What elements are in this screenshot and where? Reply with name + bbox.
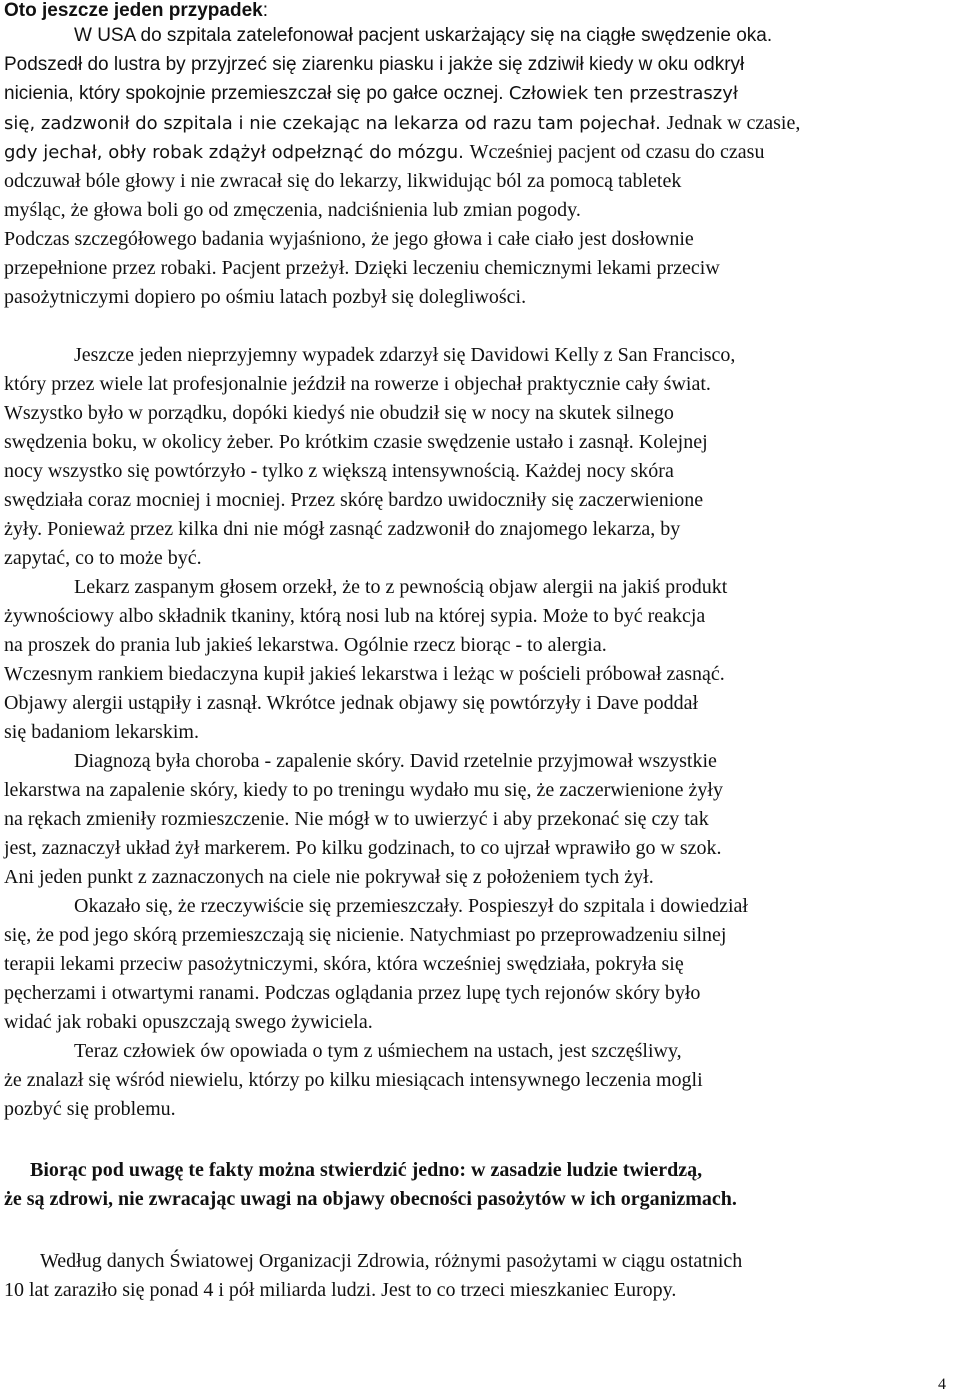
paragraph-line: W USA do szpitala zatelefonował pacjent uskarżający się na ciągłe swędzenie oka.: [74, 25, 773, 46]
paragraph-line: widać jak robaki opuszczają swego żywiciela.: [4, 1011, 373, 1033]
paragraph-line: pasożytniczymi dopiero po ośmiu latach pozbył się dolegliwości.: [4, 286, 527, 308]
line-segment: nicienia, który spokojnie przemieszczał się po gałce ocznej.: [4, 83, 504, 104]
line-segment: gdy jechał, obły robak zdążył odpełznąć do mózgu.: [4, 142, 464, 163]
paragraph-line: który przez wiele lat profesjonalnie jeździł na rowerze i objechał praktycznie cały świat.: [4, 373, 711, 395]
heading-line: [4, 0, 268, 23]
paragraph-line: się badaniom lekarskim.: [4, 721, 199, 743]
paragraph-line: [4, 111, 800, 136]
paragraph-line: Podczas szczegółowego badania wyjaśniono, że jego głowa i całe ciało jest dosłownie: [4, 228, 694, 250]
line-segment: Jednak w czasie,: [666, 112, 801, 134]
paragraph-line: Okazało się, że rzeczywiście się przemieszczały. Pospieszył do szpitala i dowiedział: [74, 895, 748, 917]
paragraph-line: żyły. Ponieważ przez kilka dni nie mógł zasnąć zadzwonił do znajomego lekarza, by: [4, 518, 681, 540]
paragraph-line: lekarstwa na zapalenie skóry, kiedy to po treningu wydało mu się, że zaczerwienione żyły: [4, 779, 723, 801]
paragraph-line: Według danych Światowej Organizacji Zdrowia, różnymi pasożytami w ciągu ostatnich: [40, 1250, 743, 1272]
page-number: 4: [938, 1376, 946, 1393]
paragraph-line: jest, zaznaczył układ żył markerem. Po kilku godzinach, to co ujrzał wprawiło go w szok.: [4, 837, 722, 859]
paragraph-line: Wszystko było w porządku, dopóki kiedyś nie obudził się w nocy na skutek silnego: [4, 402, 674, 424]
paragraph-line: Podszedł do lustra by przyjrzeć się ziarenku piasku i jakże się zdziwił kiedy w oku odkrył: [4, 54, 745, 75]
line-segment: Człowiek ten przestraszył: [508, 83, 738, 104]
heading-title: Oto jeszcze jeden przypadek: [4, 0, 263, 21]
paragraph-line: że znalazł się wśród niewielu, którzy po kilku miesiącach intensywnego leczenia mogli: [4, 1069, 703, 1091]
paragraph-line: zapytać, co to może być.: [4, 547, 202, 569]
paragraph-line: Lekarz zaspanym głosem orzekł, że to z pewnością objaw alergii na jakiś produkt: [74, 576, 728, 598]
paragraph-line: terapii lekami przeciw pasożytniczymi, skóra, która wcześniej swędziała, pokryła się: [4, 953, 684, 975]
paragraph-line: Ani jeden punkt z zaznaczonych na ciele nie pokrywał się z położeniem tych żył.: [4, 866, 654, 888]
paragraph-line: pęcherzami i otwartymi ranami. Podczas oglądania przez lupę tych rejonów skóry było: [4, 982, 701, 1004]
paragraph-line: Objawy alergii ustąpiły i zasnął. Wkrótce jednak objawy się powtórzyły i Dave poddał: [4, 692, 699, 714]
paragraph-line: pozbyć się problemu.: [4, 1098, 176, 1120]
line-segment: się, zadzwonił do szpitala i nie czekając na lekarza od razu tam pojechał.: [4, 113, 661, 134]
paragraph-line: myśląc, że głowa boli go od zmęczenia, nadciśnienia lub zmian pogody.: [4, 199, 581, 221]
paragraph-line: odczuwał bóle głowy i nie zwracał się do lekarzy, likwidując ból za pomocą tabletek: [4, 170, 682, 192]
paragraph-line: na rękach zmieniły rozmieszczenie. Nie mógł w to uwierzyć i aby przekonać się czy tak: [4, 808, 709, 830]
paragraph-line: swędziała coraz mocniej i mocniej. Przez skórę bardzo uwidoczniły się zaczerwienione: [4, 489, 704, 511]
conclusion-line: że są zdrowi, nie zwracając uwagi na objawy obecności pasożytów w ich organizmach.: [4, 1188, 737, 1210]
line-segment: Wcześniej pacjent od czasu do czasu: [469, 141, 765, 163]
paragraph-line: [4, 140, 764, 165]
paragraph-line: na proszek do prania lub jakieś lekarstwa. Ogólnie rzecz biorąc - to alergia.: [4, 634, 607, 656]
heading-colon: :: [262, 0, 268, 21]
paragraph-line: [4, 82, 738, 106]
paragraph-line: swędzenia boku, w okolicy żeber. Po krótkim czasie swędzenie ustało i zasnął. Kolejnej: [4, 431, 708, 453]
paragraph-line: Teraz człowiek ów opowiada o tym z uśmiechem na ustach, jest szczęśliwy,: [74, 1040, 682, 1062]
paragraph-line: nocy wszystko się powtórzyło - tylko z większą intensywnością. Każdej nocy skóra: [4, 460, 674, 482]
paragraph-line: przepełnione przez robaki. Pacjent przeżył. Dzięki leczeniu chemicznymi lekami przeciw: [4, 257, 720, 279]
paragraph-line: się, że pod jego skórą przemieszczają się nicienie. Natychmiast po przeprowadzeniu silnej: [4, 924, 727, 946]
conclusion-line: Biorąc pod uwagę te fakty można stwierdzić jedno: w zasadzie ludzie twierdzą,: [30, 1159, 703, 1181]
paragraph-line: Wczesnym rankiem biedaczyna kupił jakieś lekarstwa i leżąc w pościeli próbował zasnąć.: [4, 663, 725, 685]
paragraph-line: Jeszcze jeden nieprzyjemny wypadek zdarzył się Davidowi Kelly z San Francisco,: [74, 344, 736, 366]
paragraph-line: Diagnozą była choroba - zapalenie skóry. David rzetelnie przyjmował wszystkie: [74, 750, 717, 772]
paragraph-line: żywnościowy albo składnik tkaniny, którą nosi lub na której sypia. Może to być reakcja: [4, 605, 706, 627]
paragraph-line: 10 lat zaraziło się ponad 4 i pół miliarda ludzi. Jest to co trzeci mieszkaniec Europy.: [4, 1279, 677, 1301]
